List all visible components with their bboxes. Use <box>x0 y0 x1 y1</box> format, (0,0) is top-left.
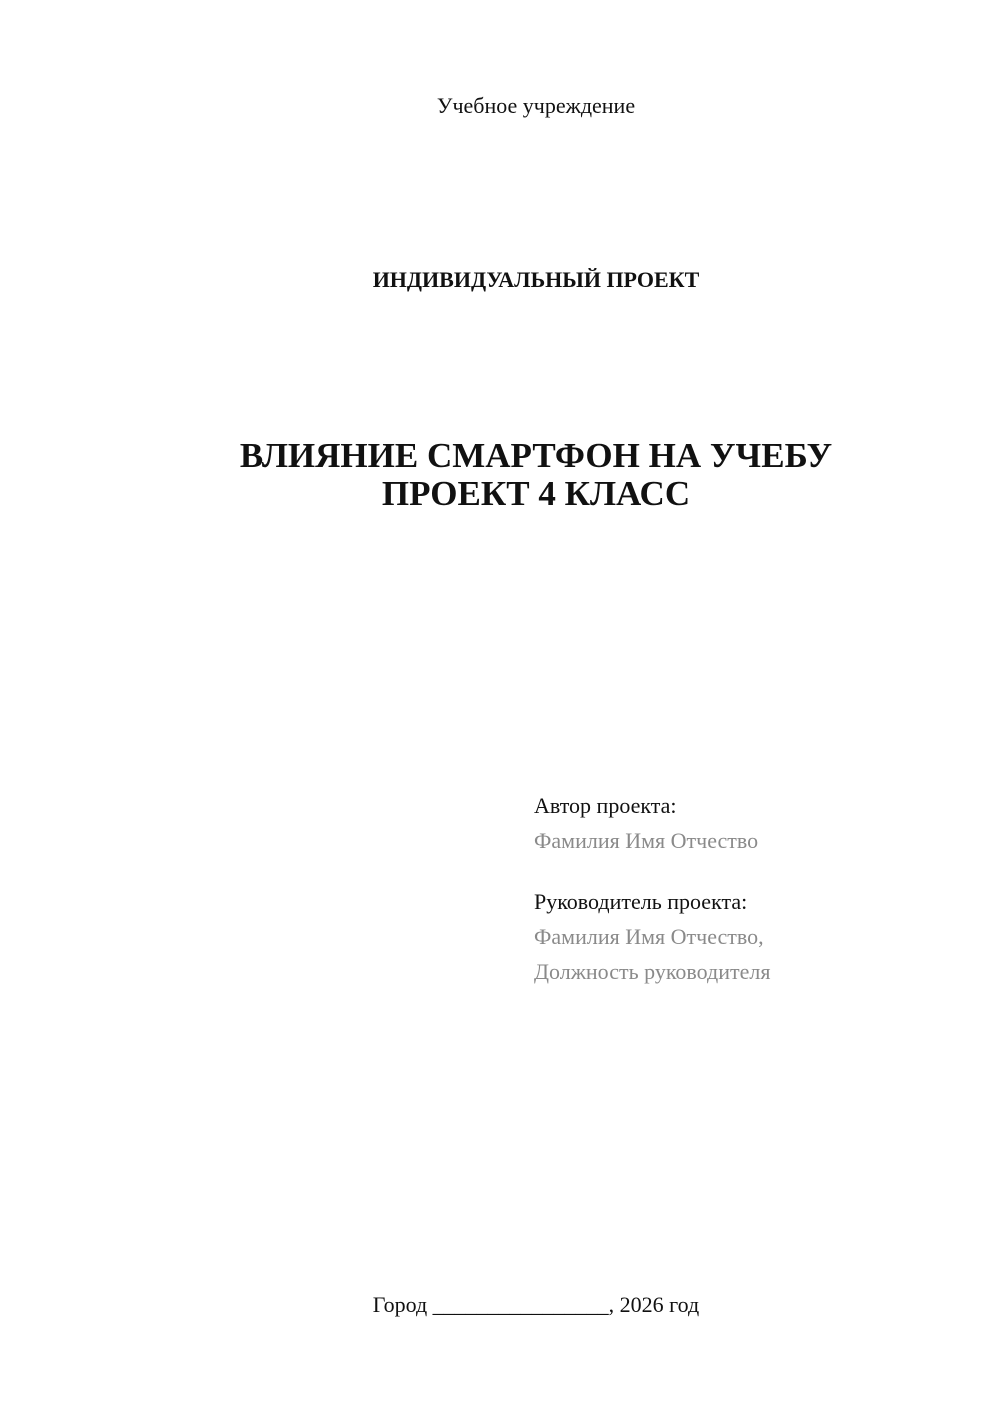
project-title-line-1: ВЛИЯНИЕ СМАРТФОН НА УЧЕБУ <box>239 436 833 475</box>
project-info-block <box>534 788 770 989</box>
document-type: ИНДИВИДУАЛЬНЫЙ ПРОЕКТ <box>372 267 700 292</box>
supervisor-label: Руководитель проекта: <box>534 889 748 914</box>
author-label: Автор проекта: <box>534 793 677 818</box>
institution-name: Учебное учреждение <box>436 93 636 118</box>
info-spacer <box>534 858 770 884</box>
project-title <box>0 437 1000 513</box>
supervisor-position: Должность руководителя <box>534 959 771 984</box>
project-title-line-2: ПРОЕКТ 4 КЛАСС <box>381 474 691 513</box>
supervisor-name: Фамилия Имя Отчество, <box>534 924 764 949</box>
author-name: Фамилия Имя Отчество <box>534 828 759 853</box>
city-year-line: Город ________________, 2026 год <box>372 1292 700 1317</box>
